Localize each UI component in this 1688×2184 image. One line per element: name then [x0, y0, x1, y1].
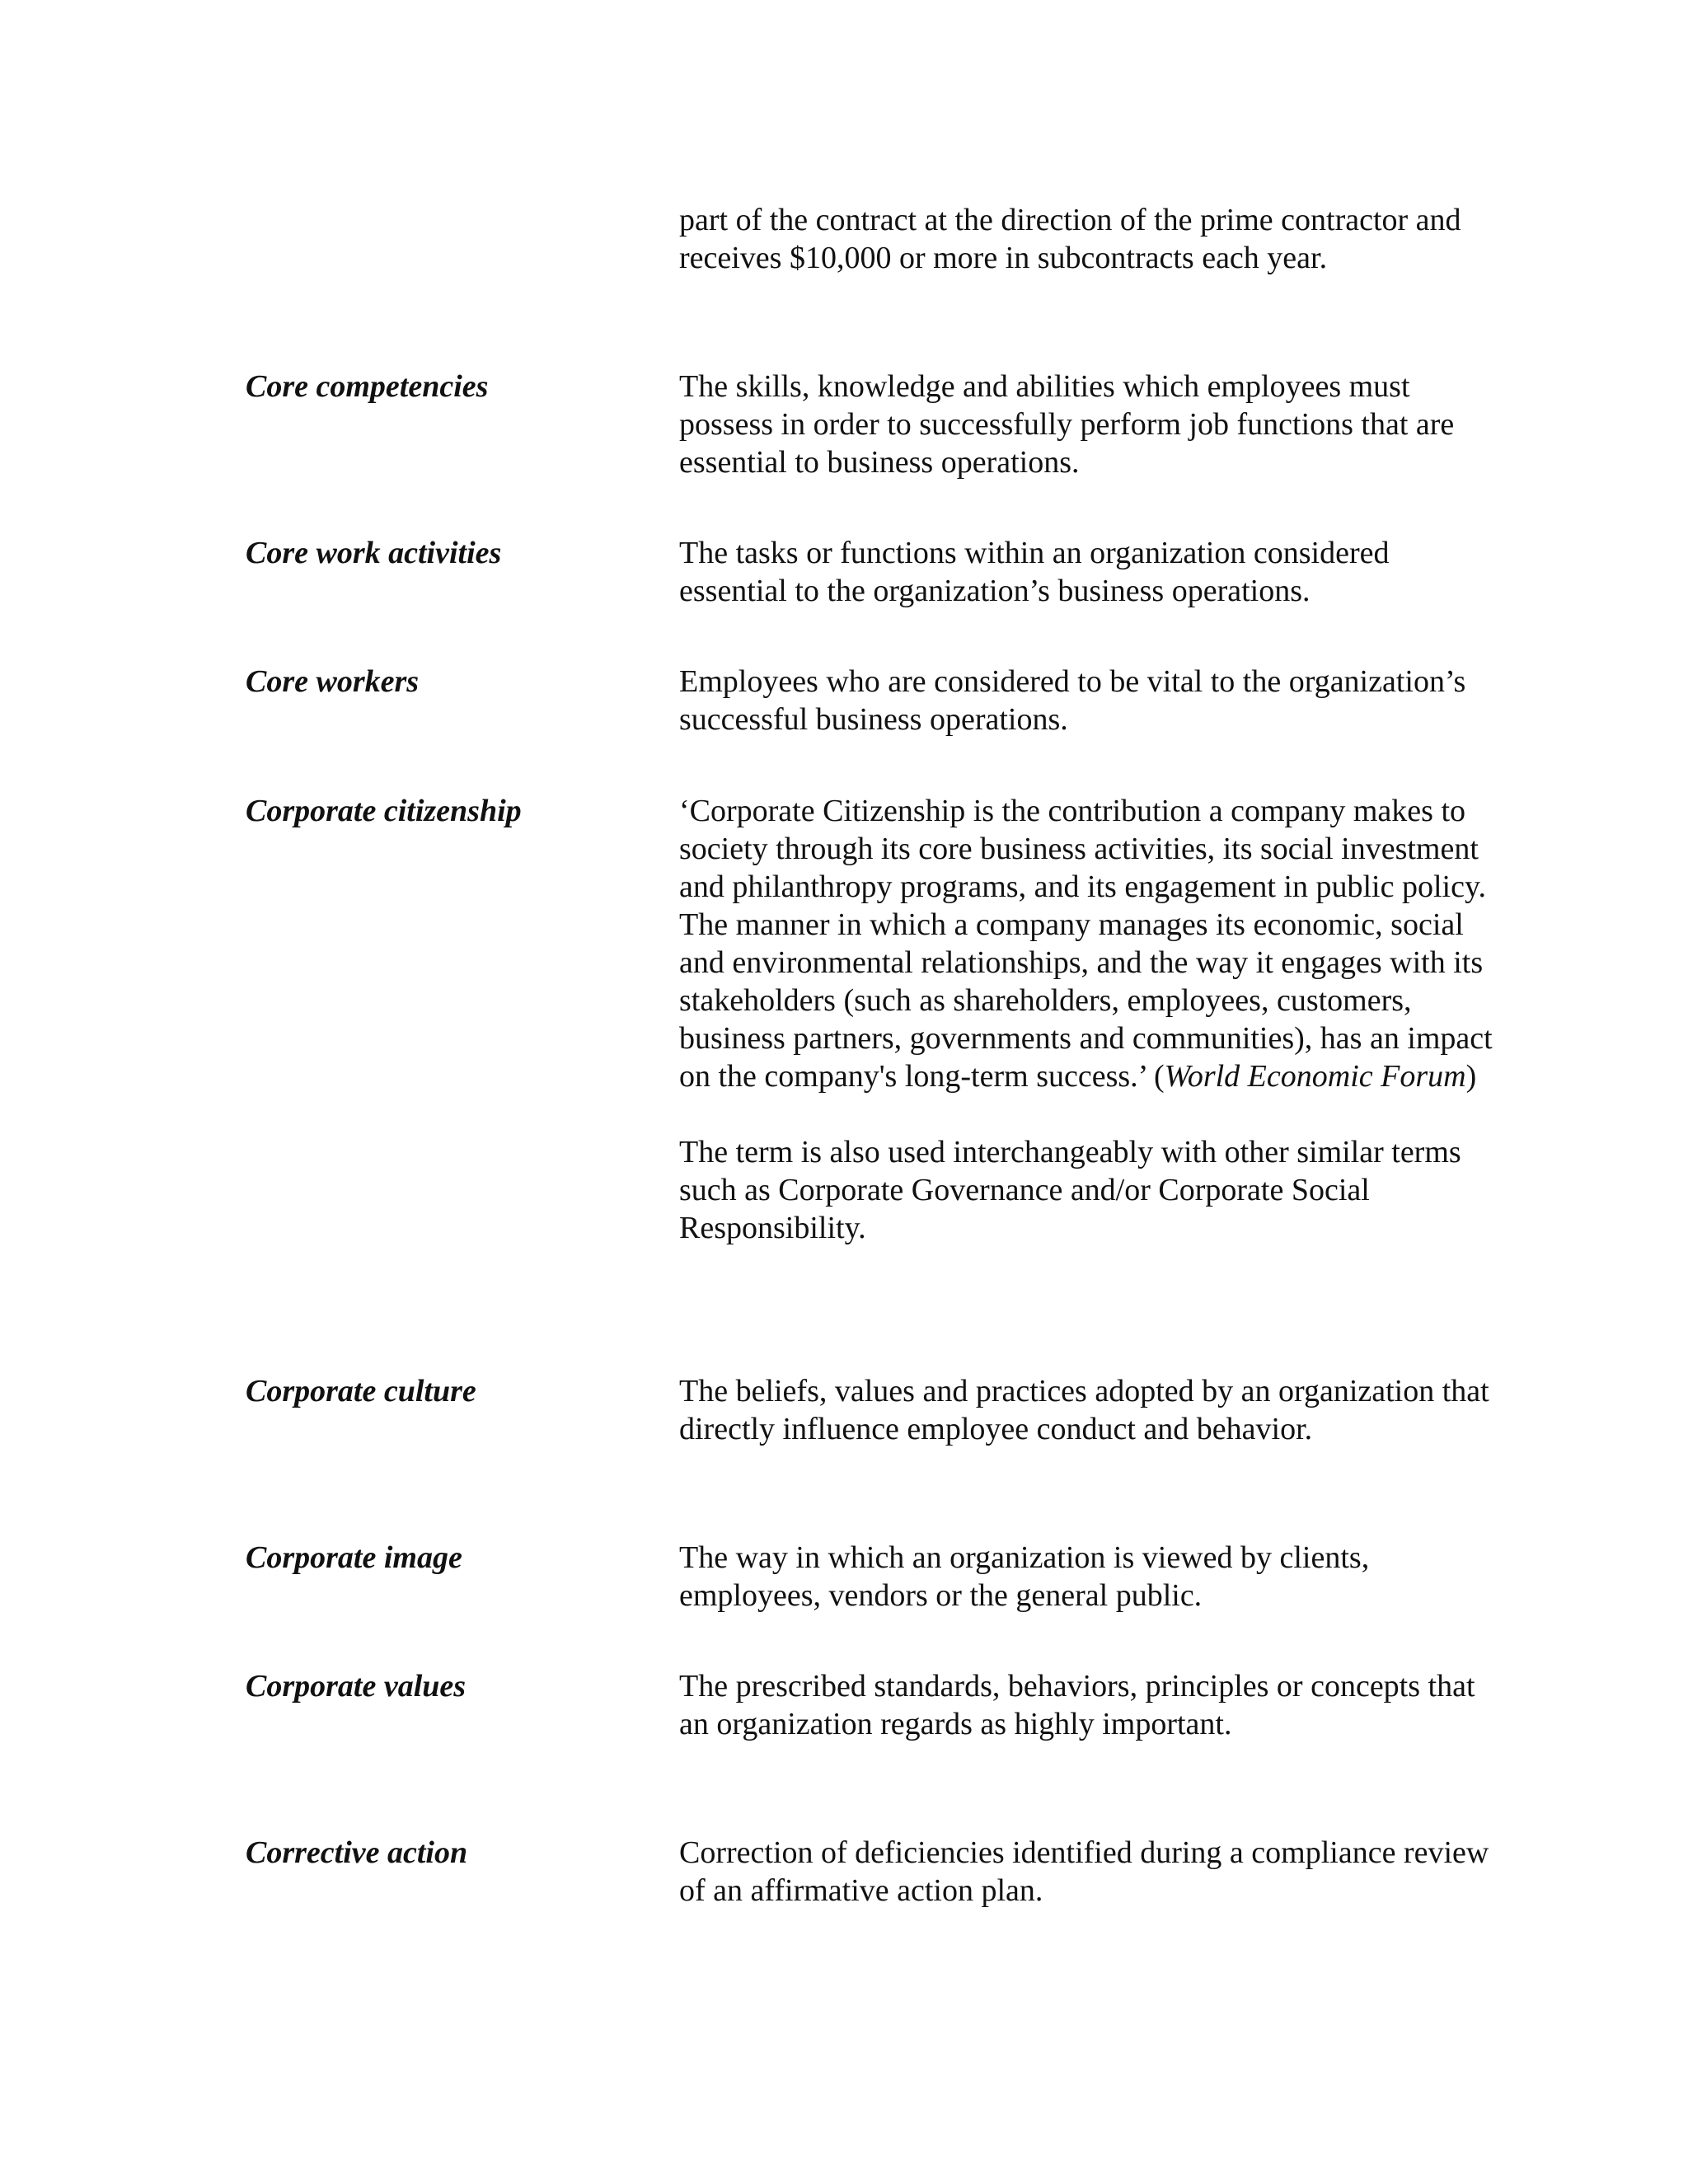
source-close: )	[1465, 1059, 1477, 1094]
glossary-term: Core work activities	[246, 536, 502, 570]
glossary-definition: The tasks or functions within an organization considered essential to the organization’s business operations.	[679, 536, 1390, 608]
glossary-definition: Correction of deficiencies identified during a compliance review of an affirmative action plan.	[679, 1835, 1489, 1908]
glossary-term: Corporate citizenship	[246, 794, 522, 828]
definition-paragraph-quote	[679, 792, 1503, 1095]
glossary-term: Corporate culture	[246, 1374, 476, 1408]
glossary-definition: Employees who are considered to be vital to the organization’s successful business operations.	[679, 664, 1466, 737]
glossary-definition	[679, 792, 1503, 1247]
quote-text: ‘Corporate Citizenship is the contribution a company makes to society through its core business activities, its social investment and philanthropy programs, and its engagement in public policy. The manner in which a company manages its economic, social and environmental relationships, and the way it engages with its stakeholders (such as shareholders, employees, customers, business partners, governments and communities), has an impact on the company's long-term success.’ (	[679, 794, 1493, 1094]
glossary-term: Corporate image	[246, 1540, 462, 1575]
glossary-definition: The beliefs, values and practices adopted by an organization that directly influence employee conduct and behavior.	[679, 1374, 1489, 1446]
glossary-definition: The skills, knowledge and abilities which employees must possess in order to successfully perform job functions that are essential to business operations.	[679, 369, 1455, 480]
source-citation: World Economic Forum	[1164, 1059, 1466, 1094]
glossary-definition: The way in which an organization is viewed by clients, employees, vendors or the general public.	[679, 1540, 1370, 1613]
glossary-term: Core competencies	[246, 369, 489, 404]
glossary-term: Core workers	[246, 664, 420, 699]
glossary-term: Corrective action	[246, 1835, 468, 1870]
glossary-term: Corporate values	[246, 1669, 467, 1704]
continuation-definition: part of the contract at the direction of the prime contractor and receives $10,000 or more in subcontracts each year.	[679, 203, 1461, 275]
definition-paragraph-note: The term is also used interchangeably with other similar terms such as Corporate Governance and/or Corporate Social Responsibility.	[679, 1135, 1461, 1245]
glossary-definition: The prescribed standards, behaviors, principles or concepts that an organization regards as highly important.	[679, 1669, 1475, 1741]
